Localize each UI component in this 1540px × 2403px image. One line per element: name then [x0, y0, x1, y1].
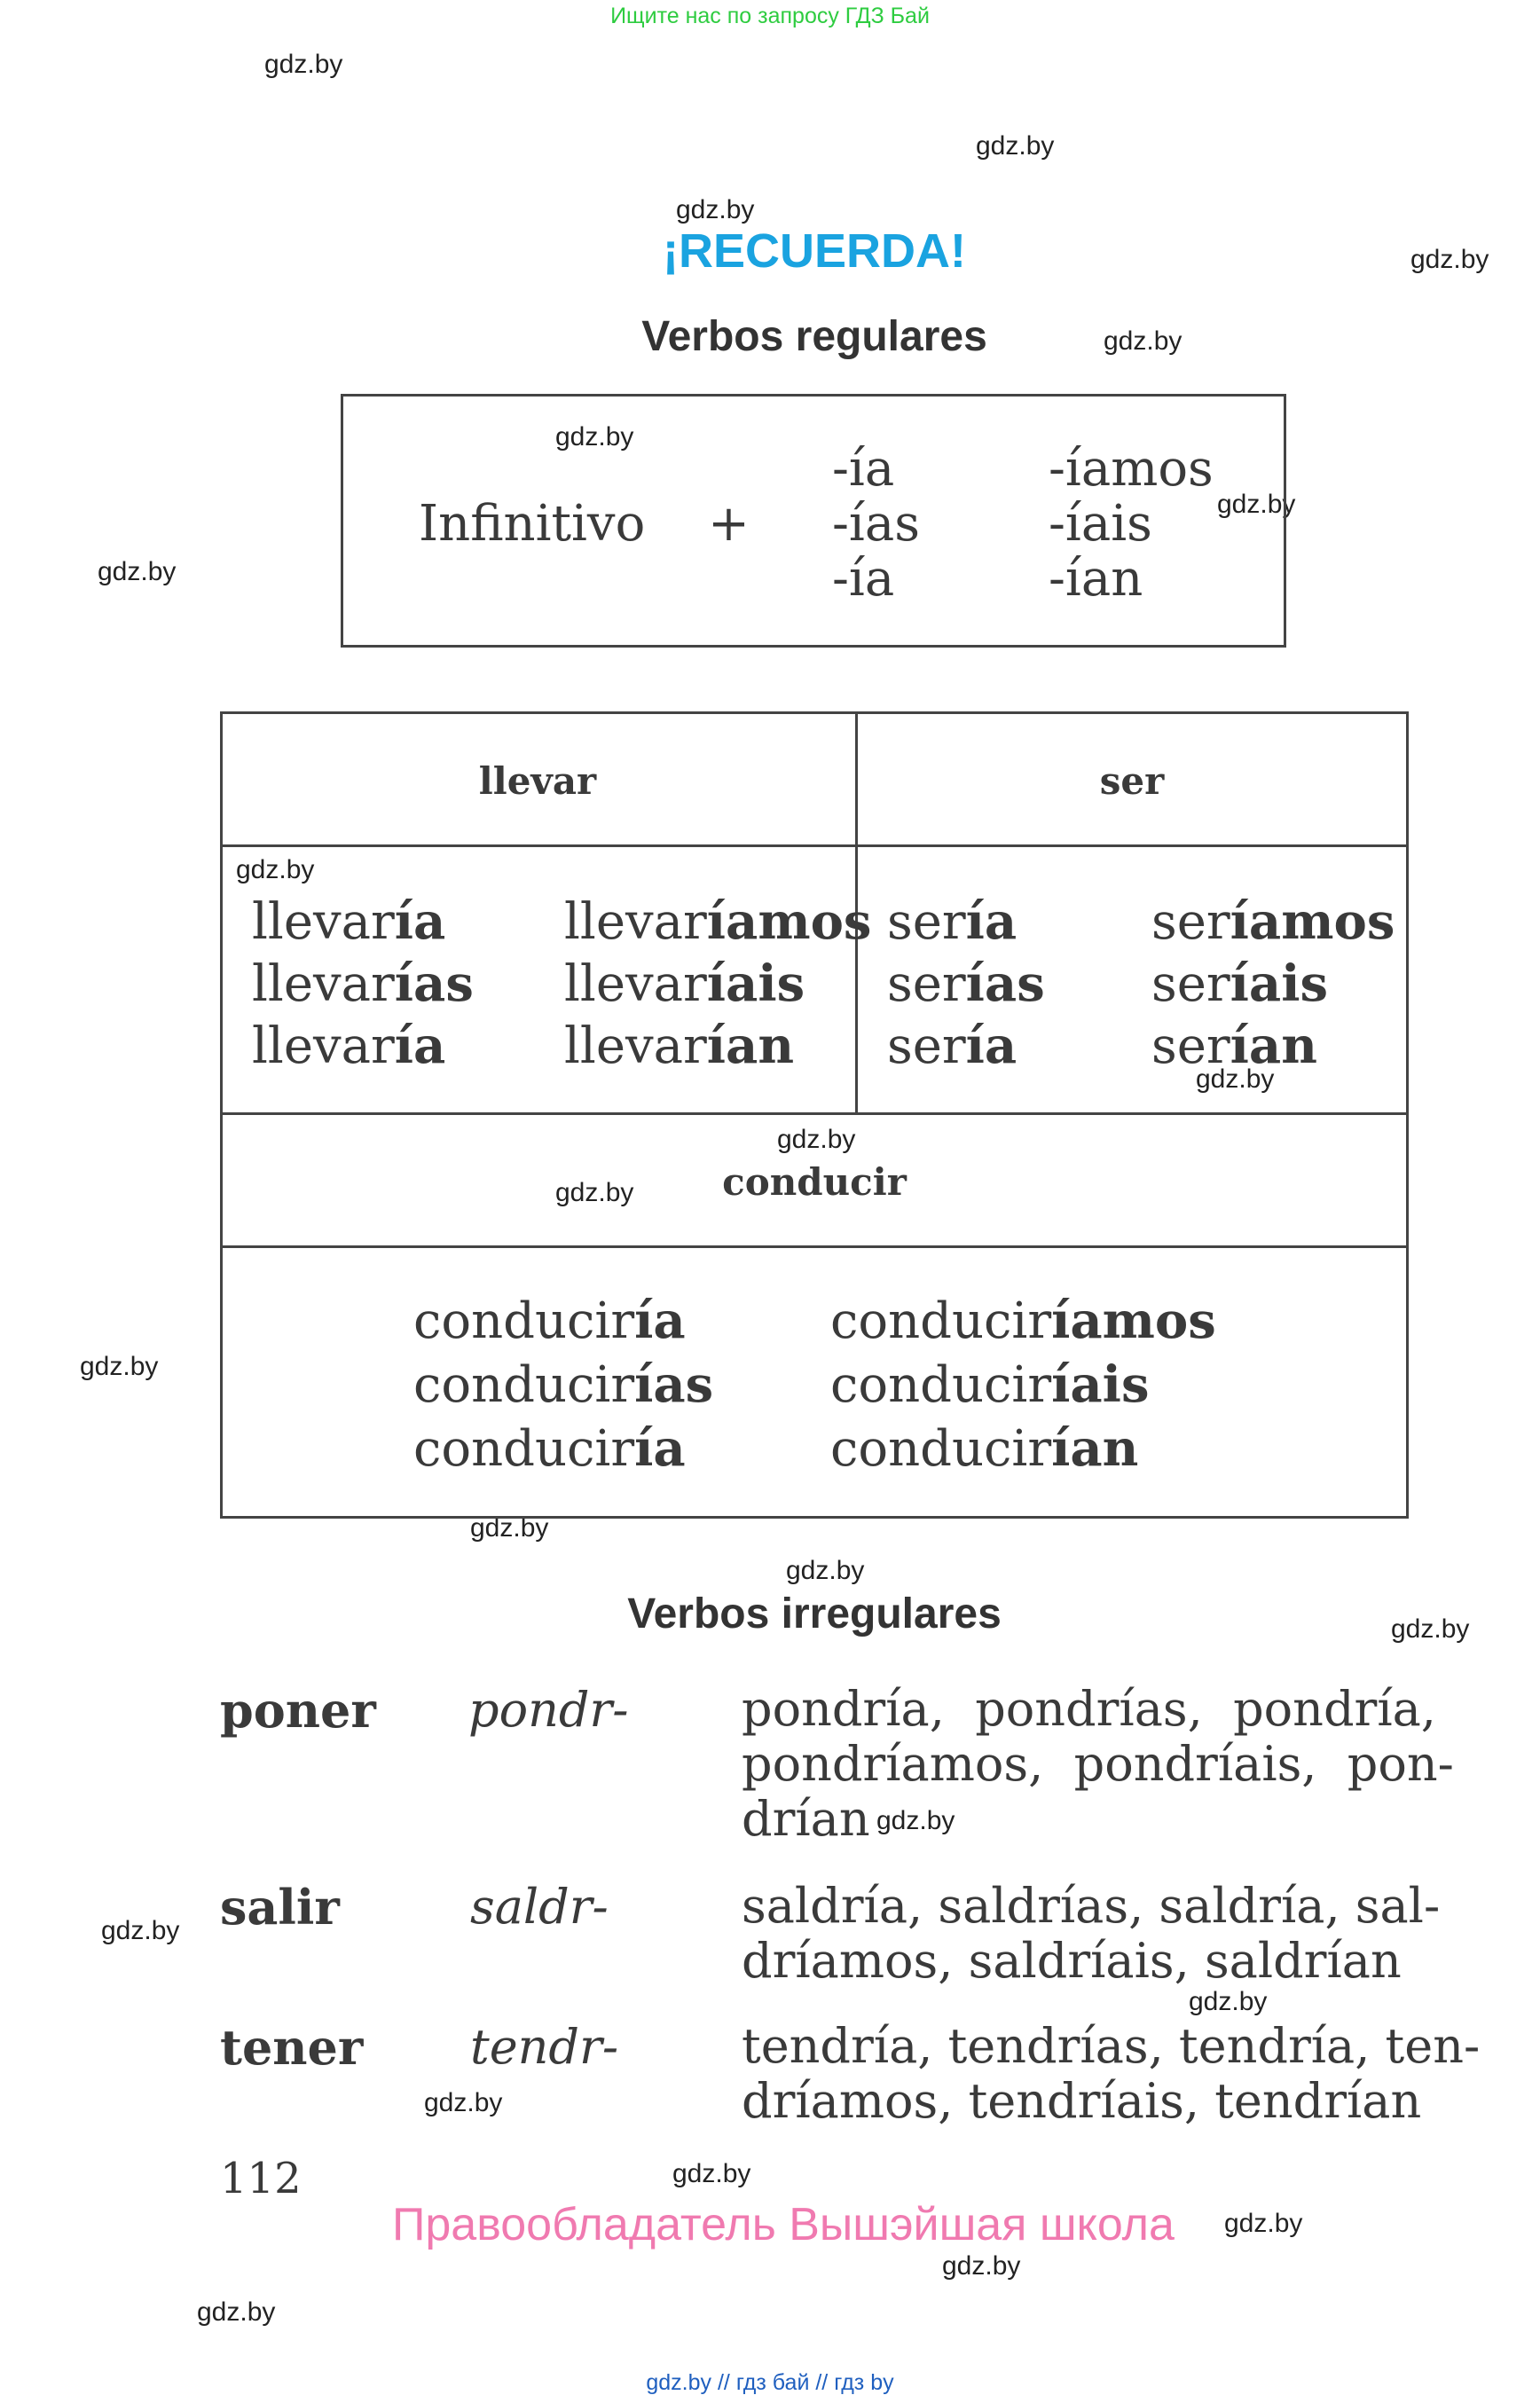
watermark: gdz.by: [1217, 490, 1296, 519]
watermark: gdz.by: [1410, 245, 1489, 274]
ending: -ía: [832, 440, 895, 498]
header-llevar: llevar: [478, 759, 597, 803]
watermark: gdz.by: [1104, 326, 1182, 356]
irregular-stem: tendr-: [470, 2019, 619, 2075]
irregular-forms: tendría, tendrías, tendría, ten- dríamos, tendríais, tendrían: [742, 2018, 1481, 2129]
watermark: gdz.by: [676, 195, 755, 224]
watermark: gdz.by: [264, 50, 343, 79]
watermark: gdz.by: [1224, 2209, 1303, 2238]
watermark: gdz.by: [98, 557, 177, 586]
watermark: gdz.by: [101, 1916, 180, 1945]
table-divider: [220, 844, 1409, 847]
llevar-form: llevaría: [252, 1017, 446, 1075]
rights-holder: Правообладатель Вышэйшая школа: [392, 2199, 1175, 2250]
ser-form: seríamos: [1151, 892, 1395, 951]
watermark: gdz.by: [424, 2088, 503, 2117]
ser-form: seríais: [1151, 954, 1329, 1013]
watermark: gdz.by: [236, 855, 315, 884]
top-banner: Ищите нас по запросу ГДЗ Бай: [610, 4, 930, 28]
watermark: gdz.by: [555, 1178, 634, 1207]
watermark: gdz.by: [470, 1513, 549, 1543]
llevar-form: llevaríamos: [564, 892, 872, 951]
conducir-form: conduciría: [413, 1419, 686, 1478]
infinitive-label: Infinitivo: [419, 495, 646, 553]
irregular-heading: Verbos irregulares: [627, 1590, 1002, 1637]
conducir-form: conducirían: [830, 1419, 1139, 1478]
ser-form: serían: [1151, 1017, 1317, 1075]
llevar-form: llevarías: [252, 954, 474, 1013]
ser-form: sería: [887, 892, 1018, 951]
llevar-form: llevaríais: [564, 954, 805, 1013]
plus-sign: +: [708, 495, 750, 553]
watermark: gdz.by: [1189, 1987, 1268, 2016]
header-ser: ser: [1099, 759, 1165, 803]
watermark: gdz.by: [1196, 1064, 1275, 1094]
ser-form: serías: [887, 954, 1045, 1013]
irregular-verb: salir: [220, 1879, 340, 1936]
regular-heading: Verbos regulares: [641, 313, 987, 360]
watermark: gdz.by: [786, 1556, 865, 1585]
irregular-stem: pondr-: [468, 1682, 629, 1738]
ending: -ías: [832, 495, 920, 553]
watermark: gdz.by: [942, 2251, 1021, 2281]
page-number: 112: [220, 2154, 302, 2203]
ending: -íais: [1049, 495, 1152, 553]
conducir-form: conducirías: [413, 1355, 714, 1414]
header-conducir: conducir: [722, 1160, 907, 1204]
irregular-verb: poner: [220, 1682, 376, 1739]
llevar-form: llevaría: [252, 892, 446, 951]
watermark: gdz.by: [555, 422, 634, 452]
footer-links[interactable]: gdz.by // гдз бай // гдз by: [646, 2370, 894, 2395]
ending: -ía: [832, 550, 895, 608]
irregular-verb: tener: [220, 2019, 364, 2076]
conjugation-table: [220, 711, 1409, 1519]
ser-form: sería: [887, 1017, 1018, 1075]
conducir-form: conduciríais: [830, 1355, 1150, 1414]
conducir-form: conduciría: [413, 1292, 686, 1350]
watermark: gdz.by: [777, 1125, 856, 1154]
llevar-form: llevarían: [564, 1017, 795, 1075]
watermark: gdz.by: [976, 131, 1055, 161]
ending: -ían: [1049, 550, 1143, 608]
table-divider: [220, 1112, 1409, 1115]
watermark: gdz.by: [1391, 1614, 1470, 1644]
ending: -íamos: [1049, 440, 1214, 498]
watermark: gdz.by: [197, 2297, 276, 2327]
irregular-forms: pondría, pondrías, pondría, pondríamos, pondríais, pon- drían: [742, 1681, 1454, 1847]
watermark: gdz.by: [80, 1352, 159, 1381]
irregular-forms: saldría, saldrías, saldría, sal- dríamos, saldríais, saldrían: [742, 1878, 1441, 1989]
table-divider: [220, 1245, 1409, 1248]
watermark: gdz.by: [672, 2159, 751, 2188]
irregular-stem: saldr-: [470, 1879, 609, 1935]
watermark: gdz.by: [876, 1806, 955, 1835]
conducir-form: conduciríamos: [830, 1292, 1216, 1350]
page-title: ¡RECUERDA!: [663, 224, 966, 278]
